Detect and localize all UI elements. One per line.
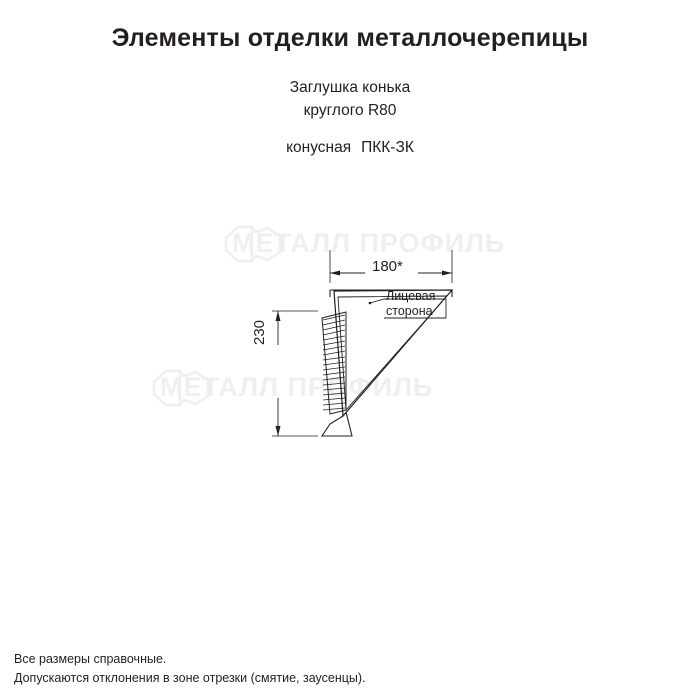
dimension-width-label: 180*	[372, 258, 403, 275]
product-type: конусная	[286, 139, 352, 156]
watermark-text: МЕТАЛЛ ПРОФИЛЬ	[232, 228, 506, 258]
product-code: ПКК-ЗК	[361, 139, 414, 156]
product-name-line1: Заглушка конька	[289, 79, 411, 96]
face-side-line2: сторона	[386, 304, 433, 318]
dimension-height-label: 230	[251, 319, 268, 345]
footnote-tolerances: Допускаются отклонения в зоне отрезки (смятие, заусенцы).	[14, 671, 366, 685]
page-title: Элементы отделки металлочерепицы	[111, 24, 589, 52]
product-name-line2: круглого R80	[303, 102, 397, 119]
face-side-line1: Лицевая	[386, 289, 436, 303]
face-side-annotation	[386, 289, 435, 319]
footnote-sizes: Все размеры справочные.	[14, 652, 167, 666]
watermark-text: МЕТАЛЛ ПРОФИЛЬ	[160, 372, 434, 402]
footnotes	[14, 650, 366, 688]
